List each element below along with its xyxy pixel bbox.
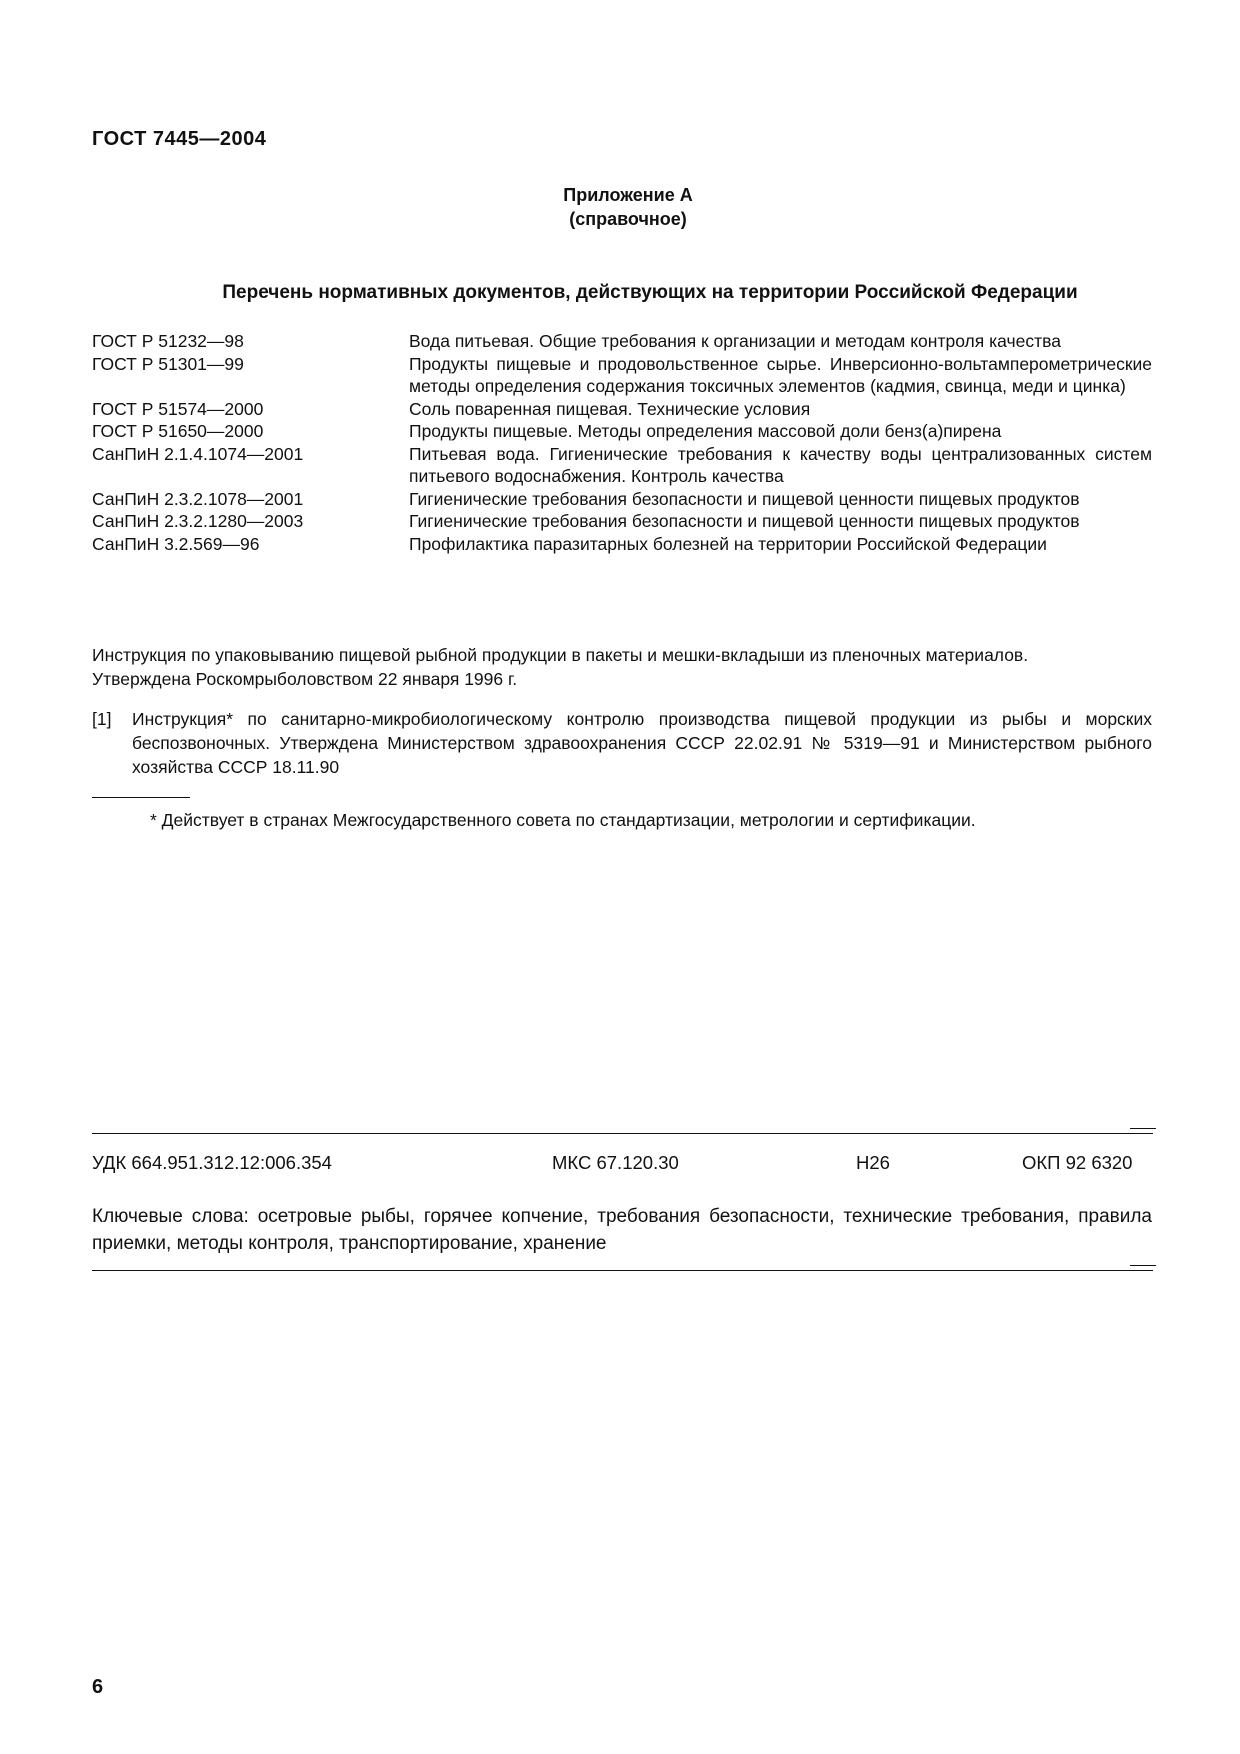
reference-title: Профилактика паразитарных болезней на территории Российской Федерации: [409, 533, 1047, 554]
rule-tick: [1130, 1265, 1156, 1266]
reference-title: Гигиенические требования безопасности и пищевой ценности пищевых продуктов: [409, 488, 1080, 509]
appendix-title: Приложение А: [563, 185, 693, 205]
reference-code: ГОСТ Р 51301—99: [92, 353, 244, 374]
reference-code: СанПиН 2.1.4.1074—2001: [92, 443, 304, 464]
footnote: * Действует в странах Межгосударственного совета по стандартизации, метрологии и сертификации.: [150, 810, 976, 830]
reference-row: [92, 353, 1152, 398]
reference-title: Продукты пищевые и продовольственное сырье. Инверсионно-вольтамперометрические методы определения содержания токсичных элементов (кадмия, свинца, меди и цинка): [409, 353, 1152, 396]
appendix-heading: [0, 183, 1240, 231]
section-title: Перечень нормативных документов, действующих на территории Российской Федерации: [222, 282, 1078, 303]
reference-code: ГОСТ Р 51650—2000: [92, 421, 264, 441]
reference-code: СанПиН 2.3.2.1078—2001: [92, 488, 304, 509]
reference-row: [92, 510, 1152, 533]
keywords: Ключевые слова: осетровые рыбы, горячее копчение, требования безопасности, технические требования, правила приемки, методы контроля, транспортирование, хранение: [92, 1206, 1152, 1254]
reference-row: [92, 533, 1152, 556]
okp-code: ОКП 92 6320: [1022, 1152, 1133, 1173]
reference-row: [92, 398, 1152, 421]
reference-code: СанПиН 3.2.569—96: [92, 533, 260, 554]
reference-row: [92, 330, 1152, 353]
rule-tick: [1130, 1128, 1156, 1129]
udk-code: УДК 664.951.312.12:006.354: [92, 1152, 332, 1173]
footnote-divider: [92, 797, 190, 798]
reference-title: Гигиенические требования безопасности и пищевой ценности пищевых продуктов: [409, 511, 1080, 531]
packaging-instruction-approval: Утверждена Роскомрыболовством 22 января 1996 г.: [92, 669, 518, 689]
reference-title: Соль поваренная пищевая. Технические условия: [409, 398, 811, 419]
document-code: ГОСТ 7445—2004: [92, 128, 267, 150]
reference-row: [92, 420, 1152, 443]
packaging-instruction: [92, 643, 1152, 691]
reference-title: Вода питьевая. Общие требования к организации и методам контроля качества: [409, 331, 1061, 351]
references-table: [92, 330, 1152, 555]
classification-bottom-rule: [92, 1270, 1153, 1271]
reference-code: СанПиН 2.3.2.1280—2003: [92, 511, 304, 531]
classification-top-rule: [92, 1133, 1153, 1134]
group-code: Н26: [856, 1152, 890, 1173]
appendix-subtitle: (справочное): [569, 209, 687, 229]
reference-code: ГОСТ Р 51232—98: [92, 331, 244, 351]
reference-title: Продукты пищевые. Методы определения массовой доли бенз(а)пирена: [409, 421, 1002, 441]
page-number: 6: [92, 1676, 104, 1698]
packaging-instruction-title: Инструкция по упаковыванию пищевой рыбной продукции в пакеты и мешки-вкладыши из пленочных материалов.: [92, 645, 1029, 665]
reference-row: [92, 488, 1152, 511]
reference-title: Питьевая вода. Гигиенические требования к качеству воды централизованных систем питьевого водоснабжения. Контроль качества: [409, 443, 1152, 486]
reference-code: ГОСТ Р 51574—2000: [92, 398, 264, 419]
bibliography-text: Инструкция* по санитарно-микробиологическому контролю производства пищевой продукции из рыбы и морских беспозвоночных. Утверждена Министерством здравоохранения СССР 22.02.91 № 5319—91 и Министерством рыбного хозяйства СССР 18.11.90: [132, 709, 1152, 777]
bibliography-entry: [92, 707, 1152, 779]
mks-code: МКС 67.120.30: [552, 1152, 679, 1173]
reference-row: [92, 443, 1152, 488]
bibliography-number: [1]: [92, 709, 112, 729]
